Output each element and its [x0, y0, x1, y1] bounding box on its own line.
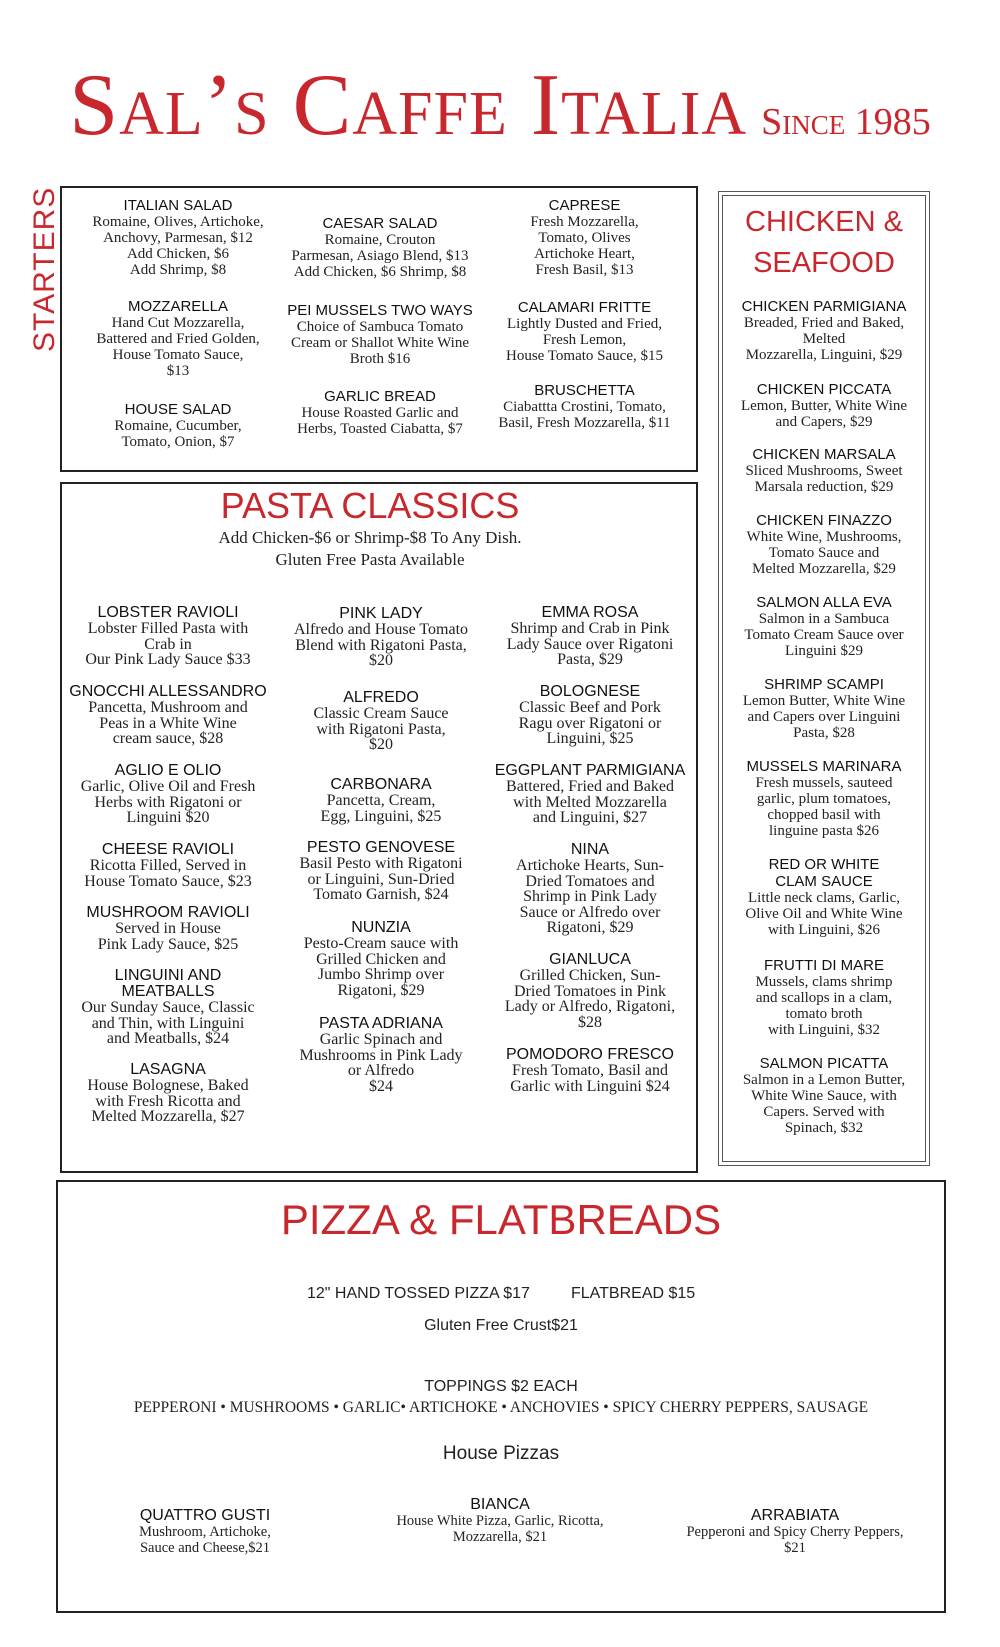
item-desc: Lemon, Butter, White Wine and Capers, $29 [740, 398, 908, 430]
item-desc: House White Pizza, Garlic, Ricotta, Mozzarella, $21 [396, 1513, 604, 1545]
pasta-carbonara [276, 777, 486, 824]
item-desc: Romaine, Crouton Parmesan, Asiago Blend, $13 Add Chicken, $6 Shrimp, $8 [291, 232, 469, 280]
item-name: MUSSELS MARINARA [746, 758, 902, 775]
toppings-list: PEPPERONI • MUSHROOMS • GARLIC• ARTICHOKE • ANCHOVIES • SPICY CHERRY PEPPERS, SAUSAGE [133, 1399, 869, 1416]
pasta-adriana [276, 1016, 486, 1094]
item-name: CAESAR SALAD [322, 215, 438, 232]
item-desc: Sliced Mushrooms, Sweet Marsala reduction, $29 [745, 463, 903, 495]
pasta-lasagna [66, 1062, 270, 1125]
item-name: CHEESE RAVIOLI [101, 841, 235, 858]
restaurant-name: Sal’s Caffe Italia [69, 57, 748, 154]
chicken-title-line1: CHICKEN & [745, 206, 903, 238]
item-name: NINA [570, 841, 610, 858]
starter-garlic-bread [280, 388, 480, 437]
item-name: CHICKEN PICCATA [756, 381, 892, 398]
pasta-gianluca [488, 952, 692, 1030]
pasta-eggplant-parmigiana [484, 763, 696, 826]
pasta-emma-rosa [488, 605, 692, 668]
starter-calamari [482, 299, 687, 364]
pasta-note-gluten: Gluten Free Pasta Available [275, 550, 465, 569]
item-desc: Pancetta, Mushroom and Peas in a White Wine cream sauce, $28 [88, 699, 248, 747]
item-desc: Lightly Dusted and Fried, Fresh Lemon, House Tomato Sauce, $15 [506, 316, 663, 364]
item-desc: Pesto-Cream sauce with Grilled Chicken and Jumbo Shrimp over Rigatoni, $29 [303, 935, 459, 999]
pasta-pink-lady [276, 606, 486, 669]
item-name: SALMON ALLA EVA [756, 594, 892, 611]
pasta-pomodoro-fresco [488, 1047, 692, 1094]
item-name: CHICKEN MARSALA [752, 446, 896, 463]
item-name: AGLIO E OLIO [114, 762, 222, 779]
flatbread-price: FLATBREAD $15 [571, 1285, 696, 1302]
item-desc: Fresh Mozzarella, Tomato, Olives Artichoke Heart, Fresh Basil, $13 [530, 214, 639, 278]
item-name: NUNZIA [351, 919, 411, 936]
item-desc: Mushroom, Artichoke, Sauce and Cheese,$21 [139, 1524, 271, 1556]
pasta-title: PASTA CLASSICS [220, 485, 520, 526]
item-name: QUATTRO GUSTI [139, 1507, 271, 1524]
pasta-aglio-e-olio [66, 763, 270, 826]
item-desc: Served in House Pink Lady Sauce, $25 [97, 920, 239, 953]
pasta-alfredo [276, 690, 486, 753]
pasta-nina [488, 842, 692, 936]
item-name: BRUSCHETTA [534, 382, 635, 399]
item-desc: Classic Cream Sauce with Rigatoni Pasta, $20 [313, 705, 449, 753]
salmon-alla-eva [724, 594, 924, 659]
pasta-note-add: Add Chicken-$6 or Shrimp-$8 To Any Dish. [218, 528, 522, 547]
item-name: LINGUINI AND MEATBALLS [114, 967, 222, 1000]
pasta-cheese-ravioli [66, 842, 270, 889]
item-name: MOZZARELLA [127, 298, 229, 315]
item-name: BIANCA [470, 1496, 530, 1513]
item-desc: Battered, Fried and Baked with Melted Mozzarella and Linguini, $27 [506, 778, 674, 826]
item-desc: Salmon in a Lemon Butter, White Wine Sauce, with Capers. Served with Spinach, $32 [742, 1072, 906, 1136]
item-name: PINK LADY [339, 605, 423, 622]
item-name: CARBONARA [330, 776, 432, 793]
item-desc: Ricotta Filled, Served in House Tomato Sauce, $23 [84, 857, 252, 890]
item-desc: Shrimp and Crab in Pink Lady Sauce over Rigatoni Pasta, $29 [506, 620, 674, 668]
item-name: PASTA ADRIANA [319, 1015, 443, 1032]
frutti-di-mare [724, 957, 924, 1038]
item-desc: Salmon in a Sambuca Tomato Cream Sauce over Linguini $29 [744, 611, 904, 659]
starter-caprese [482, 197, 687, 278]
pasta-nunzia [276, 920, 486, 998]
hand-tossed-pizza-price: 12" HAND TOSSED PIZZA $17 [307, 1285, 530, 1302]
item-name: POMODORO FRESCO [505, 1046, 674, 1063]
item-name: RED OR WHITE CLAM SAUCE [768, 856, 880, 890]
chicken-title-line2: SEAFOOD [753, 247, 895, 279]
item-desc: Fresh Tomato, Basil and Garlic with Linguini $24 [510, 1062, 670, 1095]
starter-mozzarella [78, 298, 278, 379]
starter-bruschetta [482, 382, 687, 431]
item-name: BOLOGNESE [539, 683, 641, 700]
pasta-mushroom-ravioli [66, 905, 270, 952]
pizza-arrabiata [670, 1507, 920, 1556]
item-name: LASAGNA [130, 1061, 206, 1078]
item-name: MUSHROOM RAVIOLI [86, 904, 250, 921]
item-name: CAPRESE [548, 197, 621, 214]
chicken-parmigiana [724, 298, 924, 363]
item-desc: Grilled Chicken, Sun- Dried Tomatoes in Pink Lady or Alfredo, Rigatoni, $28 [504, 967, 676, 1031]
item-name: CHICKEN FINAZZO [756, 512, 892, 529]
item-desc: Alfredo and House Tomato Blend with Rigatoni Pasta, $20 [293, 621, 469, 669]
item-name: CALAMARI FRITTE [517, 299, 652, 316]
pasta-gnocchi [62, 684, 274, 747]
item-desc: Romaine, Olives, Artichoke, Anchovy, Parmesan, $12 Add Chicken, $6 Add Shrimp, $8 [92, 214, 264, 278]
since-year: Since 1985 [761, 101, 931, 143]
house-pizzas-heading: House Pizzas [442, 1443, 560, 1464]
item-desc: Hand Cut Mozzarella, Battered and Fried Golden, House Tomato Sauce, $13 [96, 315, 260, 379]
starter-caesar-salad [280, 215, 480, 280]
restaurant-title [0, 55, 1000, 156]
item-name: PESTO GENOVESE [306, 839, 456, 856]
starter-pei-mussels [280, 302, 480, 367]
chicken-finazzo [724, 512, 924, 577]
starters-label: STARTERS [28, 186, 61, 352]
item-desc: Pepperoni and Spicy Cherry Peppers, $21 [686, 1524, 904, 1556]
item-name: GARLIC BREAD [324, 388, 436, 405]
item-desc: Little neck clams, Garlic, Olive Oil and White Wine with Linguini, $26 [745, 890, 903, 938]
starter-house-salad [78, 401, 278, 450]
mussels-marinara [724, 758, 924, 839]
item-desc: Mussels, clams shrimp and scallops in a clam, tomato broth with Linguini, $32 [755, 974, 893, 1038]
item-desc: House Bolognese, Baked with Fresh Ricotta and Melted Mozzarella, $27 [87, 1077, 249, 1125]
item-desc: Pancetta, Cream, Egg, Linguini, $25 [320, 792, 442, 825]
item-name: EMMA ROSA [541, 604, 639, 621]
pizza-quattro-gusti [100, 1507, 310, 1556]
item-desc: House Roasted Garlic and Herbs, Toasted Ciabatta, $7 [297, 405, 463, 437]
item-name: PEI MUSSELS TWO WAYS [287, 302, 473, 319]
gluten-free-crust: Gluten Free Crust$21 [424, 1317, 578, 1334]
item-name: ARRABIATA [750, 1507, 840, 1524]
chicken-piccata [724, 381, 924, 430]
item-desc: Lemon Butter, White Wine and Capers over Linguini Pasta, $28 [742, 693, 906, 741]
item-desc: Classic Beef and Pork Ragu over Rigatoni or Linguini, $25 [518, 699, 662, 747]
item-name: SALMON PICATTA [759, 1055, 889, 1072]
pasta-linguini-meatballs [66, 968, 270, 1047]
item-name: HOUSE SALAD [124, 401, 232, 418]
salmon-picatta [724, 1055, 924, 1136]
item-name: ITALIAN SALAD [123, 197, 233, 214]
pasta-bolognese [488, 684, 692, 747]
item-desc: Basil Pesto with Rigatoni or Linguini, Sun-Dried Tomato Garnish, $24 [299, 855, 463, 903]
item-desc: Ciabattta Crostini, Tomato, Basil, Fresh Mozzarella, $11 [498, 399, 671, 431]
item-name: FRUTTI DI MARE [764, 957, 884, 974]
pasta-pesto-genovese [276, 840, 486, 903]
item-desc: White Wine, Mushrooms, Tomato Sauce and Melted Mozzarella, $29 [746, 529, 902, 577]
item-desc: Garlic Spinach and Mushrooms in Pink Lady or Alfredo $24 [299, 1031, 463, 1095]
item-name: LOBSTER RAVIOLI [97, 604, 239, 621]
starter-italian-salad [78, 197, 278, 278]
item-desc: Romaine, Cucumber, Tomato, Onion, $7 [114, 418, 242, 450]
pizza-title: PIZZA & FLATBREADS [280, 1196, 722, 1243]
item-desc: Choice of Sambuca Tomato Cream or Shallot White Wine Broth $16 [291, 319, 469, 367]
pizza-bianca [375, 1496, 625, 1545]
item-desc: Fresh mussels, sauteed garlic, plum tomatoes, chopped basil with linguine pasta $26 [755, 775, 893, 839]
pasta-lobster-ravioli [66, 605, 270, 668]
item-desc: Garlic, Olive Oil and Fresh Herbs with Rigatoni or Linguini $20 [80, 778, 256, 826]
chicken-marsala [724, 446, 924, 495]
item-name: CHICKEN PARMIGIANA [741, 298, 907, 315]
shrimp-scampi [724, 676, 924, 741]
item-name: EGGPLANT PARMIGIANA [494, 762, 686, 779]
item-desc: Our Sunday Sauce, Classic and Thin, with Linguini and Meatballs, $24 [81, 999, 255, 1047]
item-desc: Artichoke Hearts, Sun- Dried Tomatoes and Shrimp in Pink Lady Sauce or Alfredo over Rigatoni, $29 [516, 857, 664, 936]
toppings-heading: TOPPINGS $2 EACH [424, 1378, 578, 1395]
item-name: SHRIMP SCAMPI [764, 676, 884, 693]
item-desc: Lobster Filled Pasta with Crab in Our Pink Lady Sauce $33 [85, 620, 251, 668]
clam-sauce [724, 856, 924, 938]
item-desc: Breaded, Fried and Baked, Melted Mozzarella, Linguini, $29 [743, 315, 905, 363]
item-name: ALFREDO [343, 689, 419, 706]
item-name: GIANLUCA [549, 951, 631, 968]
item-name: GNOCCHI ALLESSANDRO [69, 683, 267, 700]
